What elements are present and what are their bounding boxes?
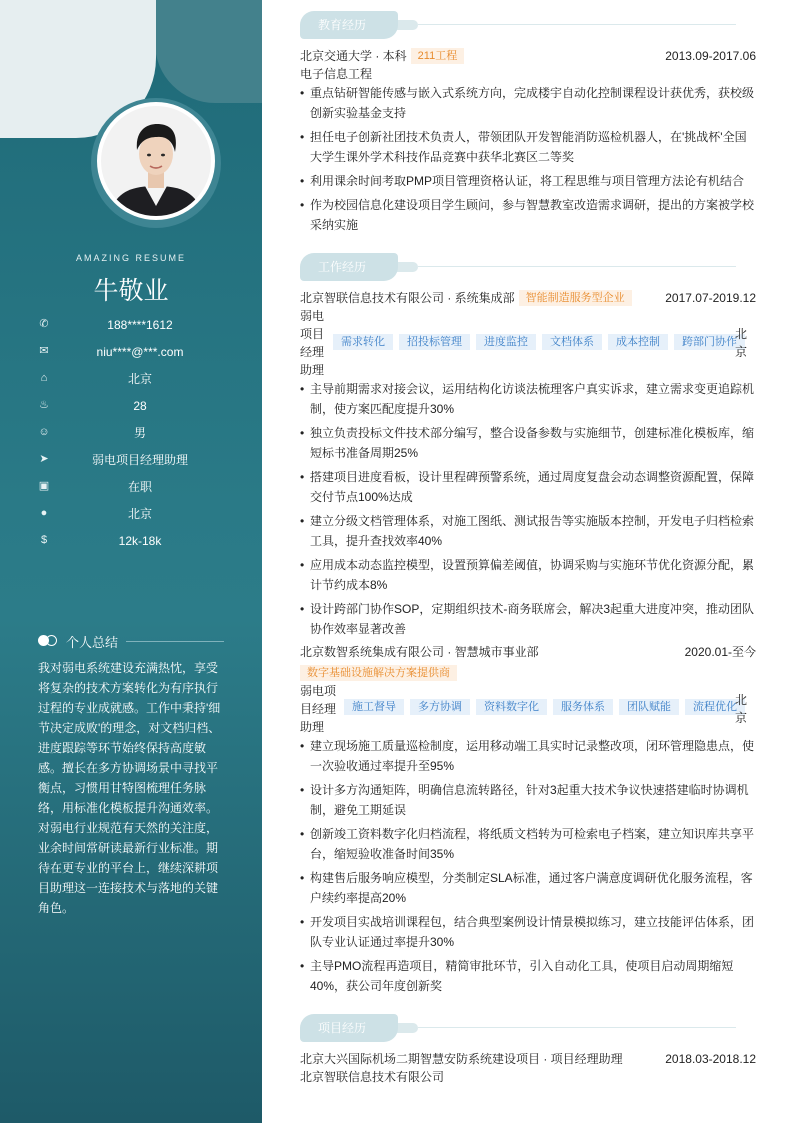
school-tag: 211工程 <box>411 48 465 64</box>
info-hometown <box>38 370 228 388</box>
divider <box>418 1027 736 1028</box>
skill-tag: 跨部门协作 <box>674 334 745 350</box>
skill-tag: 成本控制 <box>608 334 668 350</box>
project-name: 北京大兴国际机场二期智慧安防系统建设项目 · 项目经理助理 <box>300 1052 623 1066</box>
section-title: 工作经历 <box>300 253 398 281</box>
section-education <box>300 11 756 39</box>
info-target-job <box>38 451 228 469</box>
job-role: 弱电项目经理助理 <box>300 684 337 734</box>
status-value: 在职 <box>127 480 152 494</box>
skill-tag: 文档体系 <box>542 334 602 350</box>
phone-value: 188****1612 <box>107 318 173 332</box>
skill-tags <box>344 699 745 715</box>
info-gender <box>38 424 228 442</box>
info-location <box>38 505 228 523</box>
job-role-row <box>300 307 756 379</box>
job-location: 北京 <box>735 327 748 359</box>
project-date: 2018.03-2018.12 <box>665 1052 756 1066</box>
education-date: 2013.09-2017.06 <box>665 49 756 63</box>
info-phone <box>38 316 228 334</box>
salary-value: 12k-18k <box>118 534 162 548</box>
avatar-portrait <box>101 106 211 216</box>
job-bullets <box>300 736 756 1000</box>
decorative-shape <box>155 0 262 103</box>
home-icon: ⌂ <box>40 372 48 384</box>
gender-value: 男 <box>133 426 146 440</box>
project-company: 北京智联信息技术有限公司 <box>300 1070 445 1084</box>
resume-tagline: AMAZING RESUME <box>75 253 186 263</box>
job-role-row <box>300 682 756 736</box>
candidate-name: 牛敬业 <box>93 277 169 305</box>
job-header <box>300 289 756 307</box>
summary-heading <box>38 631 224 651</box>
company-tag: 数字基础设施解决方案提供商 <box>300 665 457 681</box>
target-job-icon: ➤ <box>39 453 49 465</box>
job-role: 弱电项目经理助理 <box>300 309 325 377</box>
info-status <box>38 478 228 496</box>
list-item: • 应用成本动态监控模型，设置预算偏差阈值，协调采购与实施环节优化资源分配，累计节约成本8% <box>300 555 756 595</box>
skill-tags <box>333 334 745 350</box>
list-item: • 设计跨部门协作SOP，定期组织技术-商务联席会，解决3起重大进度冲突，推动团队协作效率显著改善 <box>300 599 756 639</box>
company-tag-row <box>296 664 457 682</box>
job-location: 北京 <box>735 693 748 725</box>
company-name: 北京数智系统集成有限公司 · 智慧城市事业部 <box>300 645 539 659</box>
bullet-ring-icon <box>46 635 57 646</box>
age-value: 28 <box>133 399 147 413</box>
job-date: 2017.07-2019.12 <box>665 291 756 305</box>
skill-tag: 资料数字化 <box>476 699 547 715</box>
phone-icon: ✆ <box>39 318 49 330</box>
company-tag: 智能制造服务型企业 <box>519 290 632 306</box>
list-item: • 创新竣工资料数字化归档流程，将纸质文档转为可检索电子档案，建立知识库共享平台，缩短验收准备时间35% <box>300 824 756 864</box>
info-email <box>38 343 228 361</box>
hometown-value: 北京 <box>127 372 152 386</box>
list-item: • 作为校园信息化建设项目学生顾问，参与智慧教室改造需求调研，提出的方案被学校采纳实施 <box>300 195 756 235</box>
summary-title: 个人总结 <box>66 635 119 650</box>
avatar <box>97 102 215 220</box>
education-header <box>300 47 756 65</box>
list-item: • 担任电子创新社团技术负责人，带领团队开发智能消防巡检机器人，在'挑战杯'全国大学生课外学术科技作品竞赛中获华北赛区二等奖 <box>300 127 756 167</box>
list-item: • 利用课余时间考取PMP项目管理资格认证，将工程思维与项目管理方法论有机结合 <box>300 171 756 191</box>
job-date: 2020.01-至今 <box>684 645 756 659</box>
job-header <box>300 643 756 661</box>
school-name: 北京交通大学 · 本科 <box>300 49 407 63</box>
email-icon: ✉ <box>39 345 49 357</box>
gender-icon: ☺ <box>38 426 50 438</box>
job-bullets <box>300 379 756 643</box>
major: 电子信息工程 <box>300 67 373 81</box>
list-item: • 主导前期需求对接会议，运用结构化访谈法梳理客户真实诉求，建立需求变更追踪机制，使方案匹配度提升30% <box>300 379 756 419</box>
education-bullets <box>300 83 756 239</box>
skill-tag: 多方协调 <box>410 699 470 715</box>
location-value: 北京 <box>127 507 152 521</box>
list-item: • 建立分级文档管理体系，对施工图纸、测试报告等实施版本控制，开发电子归档检索工具，提升查找效率40% <box>300 511 756 551</box>
divider <box>418 266 736 267</box>
salary-icon: $ <box>40 534 48 546</box>
company-name: 北京智联信息技术有限公司 · 系统集成部 <box>300 291 515 305</box>
birthday-icon: ♨ <box>39 399 49 411</box>
list-item: • 建立现场施工质量巡检制度，运用移动端工具实时记录整改项，闭环管理隐患点，使一次验收通过率提升至95% <box>300 736 756 776</box>
list-item: • 设计多方沟通矩阵，明确信息流转路径，针对3起重大技术争议快速搭建临时协调机制，避免工期延误 <box>300 780 756 820</box>
sidebar <box>0 0 262 1123</box>
list-item: • 重点钻研智能传感与嵌入式系统方向，完成楼宇自动化控制课程设计获优秀，获校级创新实验基金支持 <box>300 83 756 123</box>
summary-text: 我对弱电系统建设充满热忱，享受将复杂的技术方案转化为有序执行过程的专业成就感。工作中秉持'细节决定成败'的理念，对文档归档、进度跟踪等环节始终保持高度敏感。擅长在多方协调场景中寻找平衡点，习惯用甘特图梳理任务脉络，用标准化模板提升沟通效率。对弱电行业规范有天然的关注度，业余时间常研读最新行业标准。期待在更专业的平台上，继续深耕项目助理这一连接技术与落地的关键角色。 <box>38 661 221 915</box>
divider <box>126 641 224 642</box>
info-salary <box>38 532 228 550</box>
skill-tag: 服务体系 <box>553 699 613 715</box>
email-value: niu****@***.com <box>96 345 184 359</box>
skill-tag: 进度监控 <box>476 334 536 350</box>
project-header <box>300 1050 756 1068</box>
info-age <box>38 397 228 415</box>
section-title: 教育经历 <box>300 11 398 39</box>
skill-tag: 施工督导 <box>344 699 404 715</box>
list-item: • 主导PMO流程再造项目，精简审批环节，引入自动化工具，使项目启动周期缩短40%，获公司年度创新奖 <box>300 956 756 996</box>
list-item: • 搭建项目进度看板，设计里程碑预警系统，通过周度复盘会动态调整资源配置，保障交付节点100%达成 <box>300 467 756 507</box>
location-icon: ● <box>40 507 48 519</box>
skill-tag: 流程优化 <box>685 699 745 715</box>
skill-tag: 团队赋能 <box>619 699 679 715</box>
section-work <box>300 253 756 281</box>
status-icon: ▣ <box>38 480 50 492</box>
list-item: • 独立负责投标文件技术部分编写，整合设备参数与实施细节，创建标准化模板库，缩短标书准备周期25% <box>300 423 756 463</box>
skill-tag: 招投标管理 <box>399 334 470 350</box>
list-item: • 构建售后服务响应模型，分类制定SLA标准，通过客户满意度调研优化服务流程，客户续约率提高20% <box>300 868 756 908</box>
list-item: • 开发项目实战培训课程包，结合典型案例设计情景模拟练习，建立技能评估体系，团队专业认证通过率提升30% <box>300 912 756 952</box>
divider <box>418 24 736 25</box>
section-projects <box>300 1014 756 1042</box>
skill-tag: 需求转化 <box>333 334 393 350</box>
target-job-value: 弱电项目经理助理 <box>91 453 188 467</box>
section-title: 项目经历 <box>300 1014 398 1042</box>
